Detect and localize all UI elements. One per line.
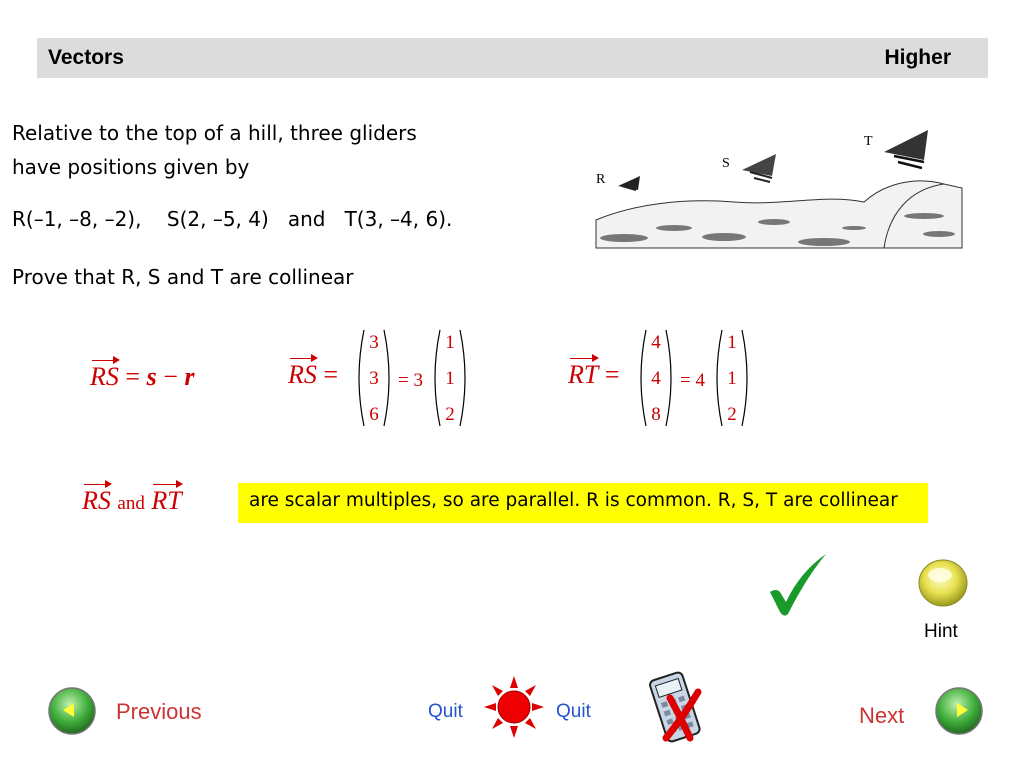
quit-link-left[interactable]: Quit bbox=[428, 701, 463, 722]
check-icon bbox=[766, 552, 830, 618]
label-t: T bbox=[864, 134, 873, 149]
quit-button[interactable] bbox=[484, 676, 544, 738]
next-arrow-icon bbox=[934, 686, 984, 736]
level-label: Higher bbox=[884, 46, 951, 69]
glider-s bbox=[742, 154, 776, 182]
scalar-3: = 3 bbox=[398, 370, 423, 391]
vector-rs: RS bbox=[82, 486, 111, 515]
header-bar bbox=[37, 38, 988, 78]
hint-button[interactable] bbox=[916, 557, 970, 609]
equation-rs-s-minus-r: RS = s − r bbox=[90, 362, 195, 391]
scalar-4: = 4 bbox=[680, 370, 705, 391]
column-vector-unit-rt: 1 1 2 bbox=[714, 328, 750, 428]
question-task: Prove that R, S and T are collinear bbox=[12, 265, 354, 289]
answer-text: are scalar multiples, so are parallel. R is common. R, S, T are collinear bbox=[249, 490, 898, 511]
question-positions: R(–1, –8, –2), S(2, –5, 4) and T(3, –4, 6). bbox=[12, 207, 453, 231]
label-s: S bbox=[722, 156, 730, 171]
quit-link-right[interactable]: Quit bbox=[556, 701, 591, 722]
question-line-1: Relative to the top of a hill, three gliders bbox=[12, 121, 417, 145]
previous-arrow-icon bbox=[47, 686, 97, 736]
next-button[interactable] bbox=[934, 686, 984, 736]
page-title: Vectors bbox=[48, 46, 124, 69]
vector-rt: RT bbox=[568, 360, 599, 389]
label-r: R bbox=[596, 172, 606, 187]
glider-t bbox=[884, 130, 928, 168]
hint-bulb-icon bbox=[916, 557, 970, 609]
question-line-2: have positions given by bbox=[12, 155, 250, 179]
equation-rs-vector: RS = bbox=[288, 360, 339, 389]
column-vector-unit-rs: 1 1 2 bbox=[432, 328, 468, 428]
next-label[interactable]: Next bbox=[859, 703, 905, 728]
gliders-illustration bbox=[594, 124, 964, 250]
glider-r bbox=[618, 176, 640, 190]
quit-sun-icon bbox=[484, 676, 544, 738]
vector-rs: RS bbox=[288, 360, 317, 389]
previous-button[interactable] bbox=[47, 686, 97, 736]
column-vector-rt: 4 4 8 bbox=[638, 328, 674, 428]
column-vector-rs: 3 3 6 bbox=[356, 328, 392, 428]
equation-rt-vector: RT = bbox=[568, 360, 620, 389]
vector-rs: RS bbox=[90, 362, 119, 391]
vector-rt: RT bbox=[151, 486, 182, 515]
hint-label[interactable]: Hint bbox=[924, 621, 958, 642]
no-calculator-icon bbox=[648, 668, 708, 746]
conclusion-vectors: RS and RT bbox=[82, 486, 182, 515]
previous-label[interactable]: Previous bbox=[116, 699, 202, 724]
